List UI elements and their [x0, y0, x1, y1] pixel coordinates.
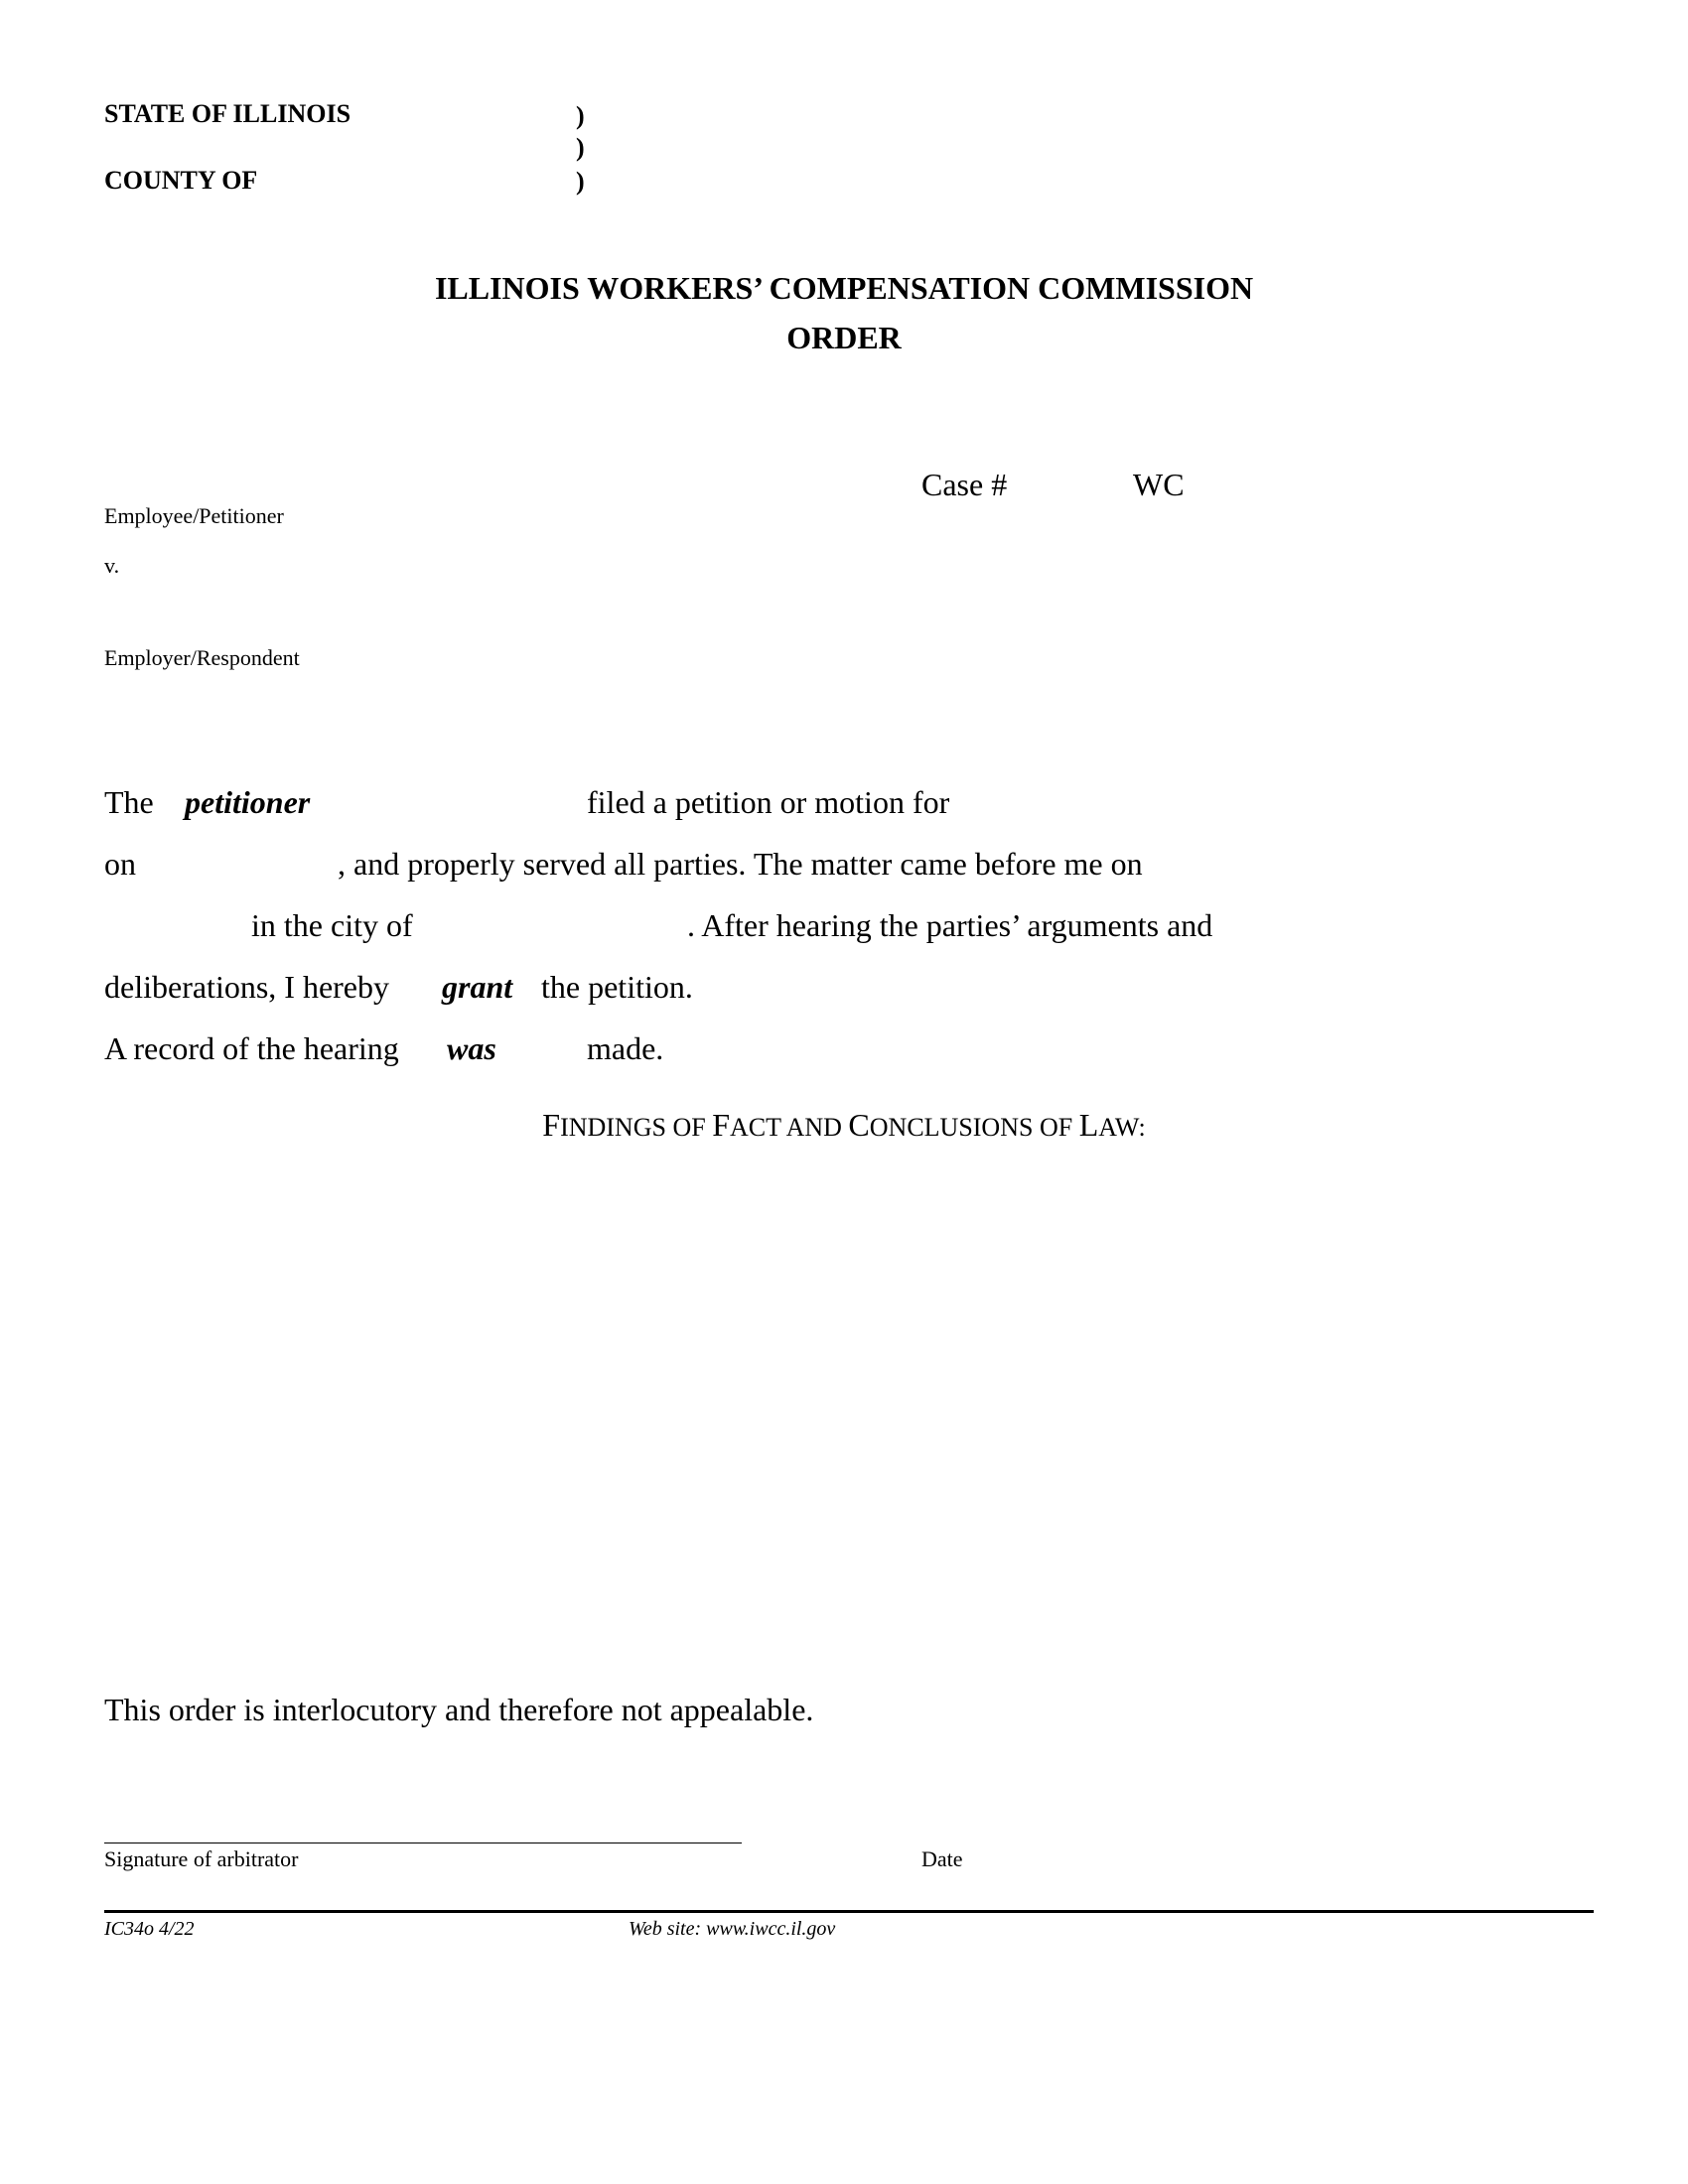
employer-respondent-label: Employer/Respondent	[104, 645, 300, 670]
versus-label: v.	[104, 553, 120, 578]
body-record: A record of the hearing	[104, 1030, 399, 1066]
body-served: , and properly served all parties. The matter came before me on	[338, 846, 1143, 882]
employee-petitioner-label: Employee/Petitioner	[104, 503, 284, 528]
bracket-paren: )	[576, 167, 585, 196]
bracket-paren: )	[576, 133, 585, 162]
body-on: on	[104, 846, 136, 882]
county-label: COUNTY OF	[104, 166, 258, 195]
form-id: IC34o 4/22	[104, 1918, 195, 1940]
state-label: STATE OF ILLINOIS	[104, 99, 352, 128]
commission-title: ILLINOIS WORKERS’ COMPENSATION COMMISSION	[434, 270, 1254, 306]
case-number-label: Case #	[921, 467, 1008, 502]
body-filed: filed a petition or motion for	[587, 784, 950, 820]
order-title: ORDER	[786, 320, 902, 355]
date-label: Date	[921, 1846, 963, 1871]
footer-rule	[104, 1910, 1594, 1913]
party-field: petitioner	[185, 784, 311, 820]
body-deliberations: deliberations, I hereby	[104, 969, 389, 1005]
decision-field: grant	[442, 969, 513, 1005]
body-city-of: in the city of	[251, 907, 413, 943]
website-label: Web site: www.iwcc.il.gov	[629, 1918, 836, 1940]
body-after: . After hearing the parties’ arguments and	[687, 907, 1213, 943]
body-the: The	[104, 784, 154, 820]
case-prefix: WC	[1133, 467, 1185, 502]
record-status-field: was	[447, 1030, 496, 1066]
interlocutory-statement: This order is interlocutory and therefore not appealable.	[104, 1692, 814, 1727]
signature-label: Signature of arbitrator	[104, 1846, 299, 1871]
body-the-petition: the petition.	[541, 969, 693, 1005]
findings-heading: FINDINGS OF FACT AND CONCLUSIONS OF LAW:	[542, 1107, 1146, 1143]
bracket-paren: )	[576, 101, 585, 130]
body-made: made.	[587, 1030, 664, 1066]
